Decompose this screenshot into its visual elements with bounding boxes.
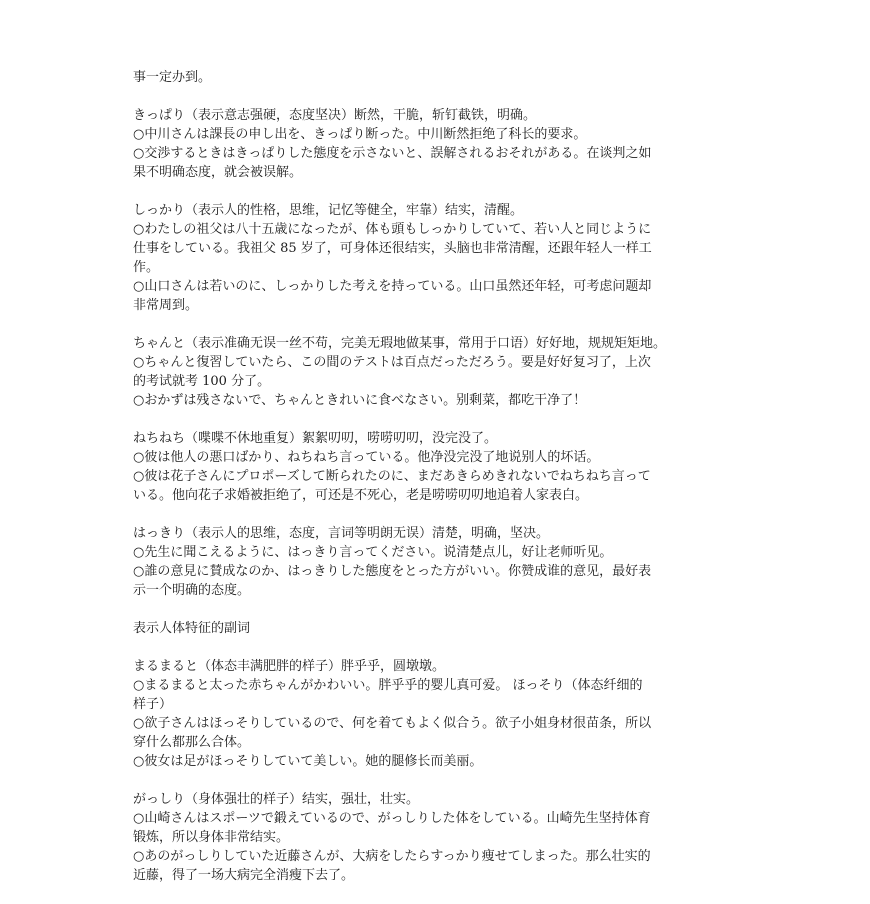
paragraph-gap: [133, 505, 745, 524]
entry-example-line: ○ちゃんと復習していたら、この間のテストは百点だっただろう。要是好好复习了，上次: [133, 355, 651, 370]
entry-block: [133, 657, 745, 790]
paragraph-gap: [133, 600, 745, 619]
entry-block: [133, 106, 745, 201]
entry-example-line: ○おかずは残さないで、ちゃんときれいに食べなさい。别剩菜，都吃干净了！: [133, 393, 587, 408]
entry-example-line: ○彼は他人の悪口ばかり、ねちねち言っている。他净没完没了地说别人的坏话。: [133, 450, 600, 465]
entry-headword-line: ねちねち（喋喋不休地重复）絮絮叨叨，唠唠叨叨，没完没了。: [133, 431, 498, 446]
entry-example-line: ○山口さんは若いのに、しっかりした考えを持っている。山口虽然还年轻，可考虑问题却: [133, 279, 652, 294]
entry-example-line: 仕事をしている。我祖父 85 岁了，可身体还很结实，头脑也非常清醒，还跟年轻人一样工: [133, 241, 652, 256]
entry-example-line: 非常周到。: [133, 298, 199, 313]
entry-headword-line: きっぱり（表示意志强硬，态度坚决）断然，干脆，斩钉截铁，明确。: [133, 108, 537, 123]
entry-example-line: ○あのがっしりしていた近藤さんが、大病をしたらすっかり痩せてしまった。那么壮实的: [133, 849, 651, 864]
entry-headword-line: はっきり（表示人的思维，态度，言词等明朗无误）清楚，明确，坚决。: [133, 526, 550, 541]
paragraph-gap: [133, 638, 745, 657]
entry-example-line: ○山崎さんはスポーツで鍛えているので、がっしりした体をしている。山崎先生坚持体育: [133, 811, 651, 826]
body-adverb-entries: [133, 657, 745, 904]
paragraph-gap: [133, 315, 745, 334]
entry-block: [133, 201, 745, 334]
entry-example-line: 样子）: [133, 697, 173, 712]
intro-line: 事一定办到。: [133, 70, 212, 85]
entry-example-line: 穿什么都那么合体。: [133, 735, 251, 750]
entry-headword-line: まるまると（体态丰满肥胖的样子）胖乎乎，圆墩墩。: [133, 659, 446, 674]
document-page: [133, 68, 745, 904]
entry-headword-line: がっしり（身体强壮的样子）结实，强壮，壮实。: [133, 792, 420, 807]
paragraph-gap: [133, 885, 745, 904]
section-heading: 表示人体特征的副词: [133, 621, 251, 636]
entry-example-line: ○中川さんは課長の申し出を、きっぱり断った。中川断然拒绝了科长的要求。: [133, 127, 587, 142]
entry-example-line: ○まるまると太った赤ちゃんがかわいい。胖乎乎的婴儿真可爱。 ほっそり（体态纤细的: [133, 678, 643, 693]
entry-example-line: ○先生に聞こえるように、はっきり言ってください。说清楚点儿，好让老师听见。: [133, 545, 613, 560]
entry-example-line: 作。: [133, 260, 160, 275]
entry-example-line: ○交渉するときはきっぱりした態度を示さないと、誤解されるおそれがある。在谈判之如: [133, 146, 652, 161]
entry-example-line: 示一个明确的态度。: [133, 583, 251, 598]
entry-example-line: ○彼は花子さんにプロポーズして断られたのに、まだあきらめきれないでねちねち言って: [133, 469, 651, 484]
entry-example-line: 果不明确态度，就会被误解。: [133, 165, 303, 180]
paragraph-gap: [133, 410, 745, 429]
entry-example-line: いる。他向花子求婚被拒绝了，可还是不死心，老是唠唠叨叨地追着人家表白。: [133, 488, 589, 503]
entry-example-line: ○わたしの祖父は八十五歳になったが、体も頭もしっかりしていて、若い人と同じように: [133, 222, 652, 237]
entry-headword-line: しっかり（表示人的性格，思维，记忆等健全，牢靠）结实，清醒。: [133, 203, 524, 218]
paragraph-gap: [133, 182, 745, 201]
entry-example-line: ○彼女は足がほっそりしていて美しい。她的腿修长而美丽。: [133, 754, 483, 769]
entry-example-line: ○欲子さんはほっそりしているので、何を着てもよく似合う。欲子小姐身材很苗条，所以: [133, 716, 652, 731]
entry-block: [133, 429, 745, 524]
adverb-entries: [133, 106, 745, 619]
entry-example-line: 近藤，得了一场大病完全消瘦下去了。: [133, 868, 355, 883]
entry-headword-line: ちゃんと（表示准确无误一丝不苟，完美无瑕地做某事，常用于口语）好好地，规规矩矩地。: [133, 336, 667, 351]
paragraph-gap: [133, 87, 745, 106]
paragraph-gap: [133, 771, 745, 790]
entry-block: [133, 790, 745, 904]
entry-block: [133, 524, 745, 619]
entry-example-line: ○誰の意見に賛成なのか、はっきりした態度をとった方がいい。你赞成谁的意见，最好表: [133, 564, 652, 579]
entry-block: [133, 334, 745, 429]
entry-example-line: 锻炼，所以身体非常结实。: [133, 830, 290, 845]
entry-example-line: 的考试就考 100 分了。: [133, 374, 271, 389]
